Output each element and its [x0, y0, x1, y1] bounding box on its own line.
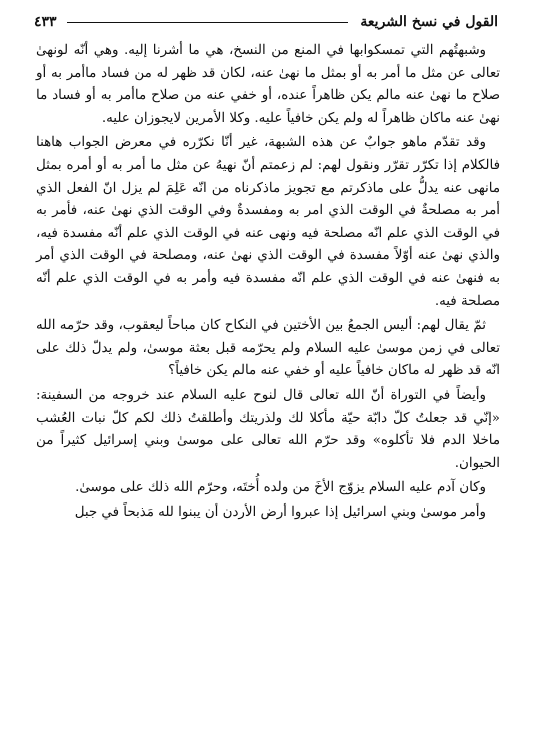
- running-title: القول في نسخ الشريعة: [360, 14, 498, 30]
- body-text: [36, 40, 500, 524]
- paragraph: وشبهتُهم التي تمسكوابها في المنع من النسخ، هي ما أشرنا إليه. وهي أنّه لونهىٰ تعالى عن مثل ما أمر به أو بمثل ما نهىٰ عنه، لكان قد ظهر له من فساد ماأمر به أو صلاح ما نهىٰ عنه مالم يكن ظاهراً عنده، أو خفي عنه من صلاح ماأمر به أو فساد ما نهىٰ عنه ماكان ظاهراً له ولم يكن خافياً عليه. وكلا الأمرين لايجوزان عليه.: [36, 43, 500, 126]
- paragraph: ثمّ يقال لهم: أليس الجمعُ بين الأختين في النكاح كان مباحاً ليعقوب، وقد حرّمه الله تعالى في زمن موسىٰ عليه السلام ولم يحرّمه قبل بعثة موسىٰ، ولم يدلّ ذلك على انّه قد ظهر له ماكان خافياً عليه أو خفي عنه مالم يكن خافياً؟: [36, 318, 500, 379]
- page-header: [34, 10, 498, 34]
- paragraph: وأيضاً في التوراة أنّ الله تعالى قال لنوح عليه السلام عند خروجه من السفينة: «إنّي قد جعلتُ كلّ دابّة حيّة مأكلا لك ولذريتك وأطلقتُ ذلك لكم كلّ نبات العُشب ماخلا الدم فلا تأكلوه» وقد حرّم الله تعالى على موسىٰ وبني إسرائيل كثيراً من الحيوان.: [36, 387, 500, 471]
- page-number: ٤٣٣: [34, 14, 57, 30]
- paragraph: وأمر موسىٰ وبني اسرائيل إذا عبروا أرض الأردن أن يبنوا لله مَذبحاً في جبل: [74, 504, 486, 520]
- paragraph: وكان آدم عليه السلام يزوّج الأخَ من ولده أُختَه، وحرّم الله ذلك على موسىٰ.: [75, 480, 486, 496]
- header-rule: [67, 22, 349, 23]
- paragraph: وقد تقدّم ماهو جوابٌ عن هذه الشبهة، غير أنّا نكرّره في معرض الجواب هاهنا فالكلام إذا تكرّر تقرّر ونقول لهم: لم زعمتم أنّ نهيهُ عن مثل ما أمر به أو أمره بمثل مانهى عنه يدلُّ على ماذكرتم مع تجويز ماذكرناه من انّه عَلِمَ لم يزل انّ الفعل الذي أمر به مصلحةٌ في الوقت الذي امر به ومفسدةٌ وفي الوقت الذي نهىٰ عنه، فأمر به في الوقت الذي علم انّه مصلحة فيه ونهى عنه في الوقت الذي علم أنّه مفسدة فيه، والذي نهىٰ عنه أوّلاً مفسدة في الوقت الذي نهىٰ عنه، ومصلحة في الوقت الذي أمر به فنهىٰ عنه في الوقت الذي علم انّه مفسدة فيه وأمر به في الوقت الذي علم أنّه مصلحة فيه.: [36, 135, 500, 309]
